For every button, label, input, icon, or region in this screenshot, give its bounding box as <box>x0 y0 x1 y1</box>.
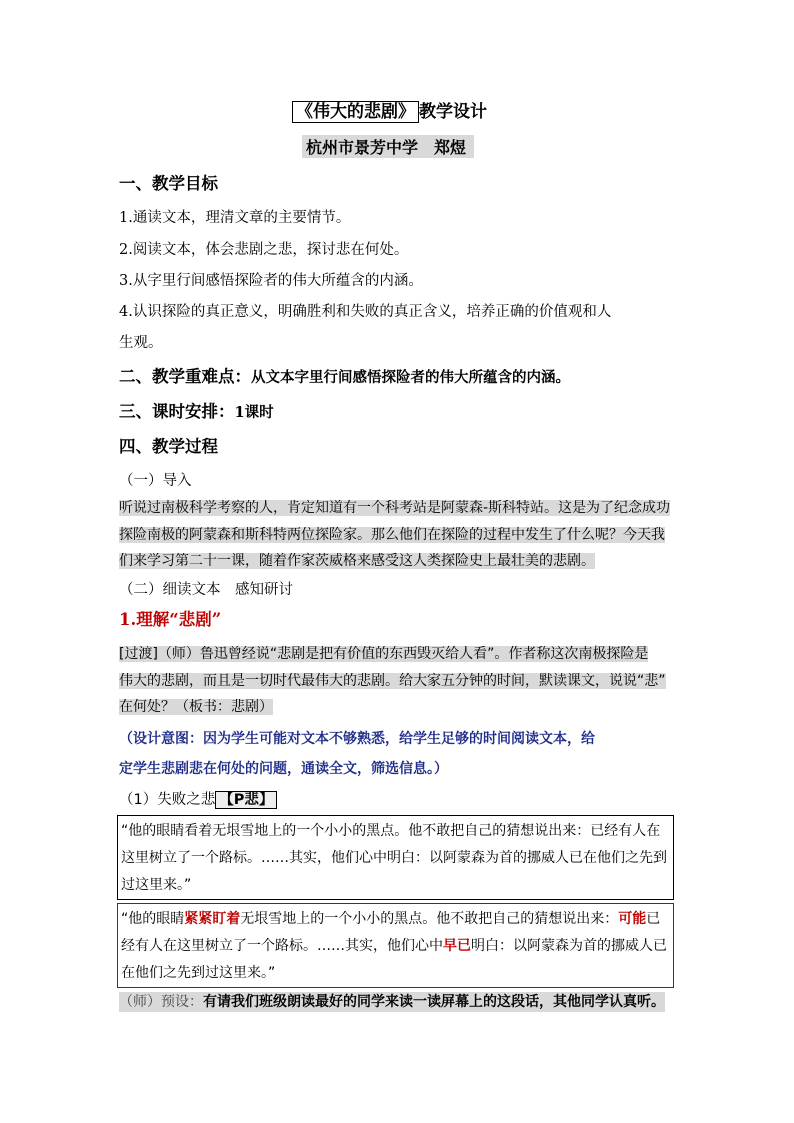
section-4-heading: 四、教学过程 <box>119 437 218 456</box>
objective-item: 1.通读文本，理清文章的主要情节。 <box>119 210 351 226</box>
intro-paragraph <box>119 495 679 575</box>
point-1-label: （1）失败之悲 <box>119 792 216 808</box>
design-line: 定学生悲剧悲在何处的问题，通读全文，筛选信息。） <box>119 761 448 777</box>
quote-text: 已经有人在这里树立了一个路标。……其实，他们心中 <box>121 911 661 954</box>
point-1 <box>119 790 277 810</box>
section-1-heading: 一、教学目标 <box>119 174 218 193</box>
title-suffix: 教学设计 <box>419 102 487 122</box>
preset-label: （师）预设： <box>119 994 203 1010</box>
intro-line: 听说过南极科学考察的人，肯定知道有一个科考站是阿蒙森-斯科特站。这是为了纪念成功 <box>119 500 671 516</box>
section-2-heading: 二、教学重难点： <box>119 367 251 386</box>
quote-emphasis: 早已 <box>443 938 471 954</box>
section-3-heading: 三、课时安排： <box>119 402 235 421</box>
title-book-name: 《伟大的悲剧》 <box>292 101 419 123</box>
intro-line: 探险南极的阿蒙森和斯科特两位探险家。那么他们在探险的过程中发生了什么呢？今天我 <box>119 526 665 543</box>
preset-text: 有请我们班级朗读最好的同学来读一读屏幕上的这段话，其他同学认真听。 <box>203 994 665 1010</box>
transition-line: 在何处？（板书：悲剧） <box>119 699 273 715</box>
document-title <box>292 97 487 122</box>
intro-line: 们来学习第二十一课，随着作家茨威格来感受这人类探险史上最壮美的悲剧。 <box>119 553 595 569</box>
objective-item: 生观。 <box>119 335 163 351</box>
transition-line: [过渡]（师）鲁迅曾经说“悲剧是把有价值的东西毁灭给人看”。作者称这次南极探险是 <box>119 646 649 662</box>
design-intent <box>119 724 679 784</box>
quote-annotated <box>117 903 674 988</box>
quote-emphasis: 可能 <box>618 911 647 927</box>
quote-text: “他的眼睛 <box>121 911 185 927</box>
objective-item: 3.从字里行间感悟探险者的伟大所蕴含的内涵。 <box>119 273 423 289</box>
objective-item: 2.阅读文本，体会悲剧之悲，探讨悲在何处。 <box>119 242 409 258</box>
section-2-text: 从文本字里行间感悟探险者的伟大所蕴含的内涵。 <box>251 369 570 386</box>
section-3-text: 1课时 <box>234 404 274 421</box>
transition-line: 伟大的悲剧，而且是一切时代最伟大的悲剧。给大家五分钟的时间，默读课文，说说“悲” <box>119 672 666 689</box>
quote-text: 明白：以阿蒙森为首的挪威人已在他们之先到过这里来。” <box>121 938 667 981</box>
quote-emphasis: 紧紧盯着 <box>184 911 241 927</box>
objective-item: 4.认识探险的真正意义，明确胜利和失败的真正含义，培养正确的价值观和人 <box>119 304 612 320</box>
author-line: 杭州市景芳中学 郑煜 <box>302 135 474 158</box>
part-1-label: （一）导入 <box>119 473 192 489</box>
part-2-label: （二）细读文本 感知研讨 <box>119 582 293 598</box>
subsection-understand-tragedy: 1.理解“悲剧” <box>119 610 222 629</box>
point-1-tag: 【P悲】 <box>215 791 277 809</box>
transition-paragraph <box>119 641 679 721</box>
design-line: （设计意图：因为学生可能对文本不够熟悉，给学生足够的时间阅读文本，给 <box>119 731 595 747</box>
section-3 <box>119 402 274 423</box>
section-2 <box>119 367 570 388</box>
quote-text: 无垠雪地上的一个小小的黑点。他不敢把自己的猜想说出来： <box>240 911 619 927</box>
quote-original: “他的眼睛看着无垠雪地上的一个小小的黑点。他不敢把自己的猜想说出来：已经有人在这里树立了一个路标。……其实，他们心中明白：以阿蒙森为首的挪威人已在他们之先到过这里来。” <box>117 815 674 900</box>
preset-line <box>119 992 665 1012</box>
